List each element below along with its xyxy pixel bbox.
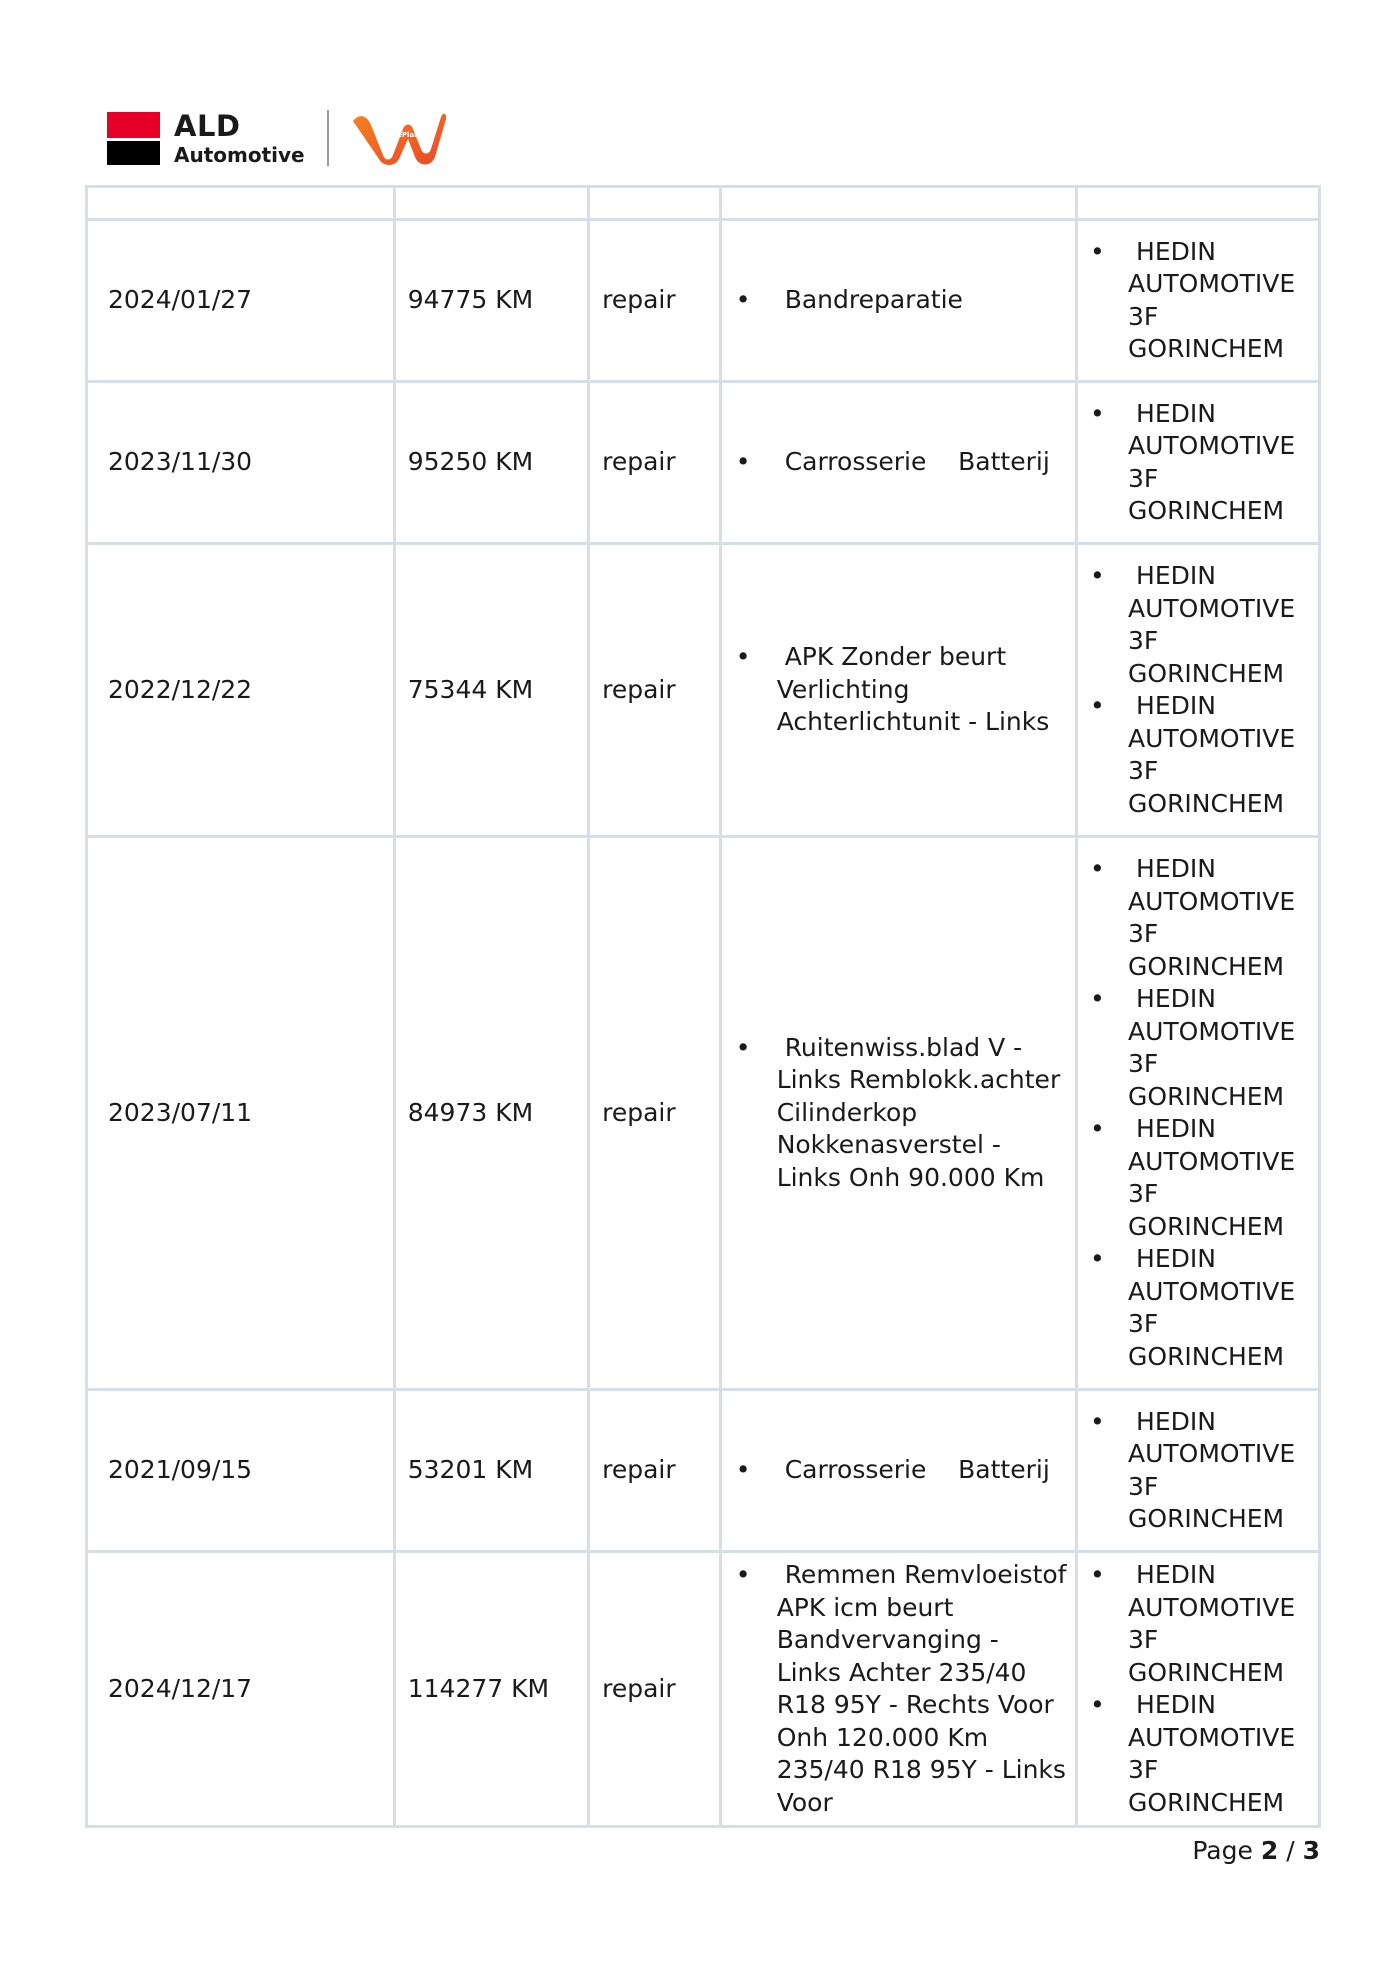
- service-date: 2021/09/15: [87, 1390, 395, 1552]
- bullet-icon: •: [735, 285, 751, 315]
- table-row: [87, 382, 1320, 544]
- workshop-name: HEDIN AUTOMOTIVE 3F GORINCHEM: [1128, 691, 1296, 818]
- workshop-list-item: [1078, 560, 1314, 690]
- document-header: [107, 108, 449, 168]
- table-cell: [1077, 187, 1320, 220]
- workshop-cell: [1077, 837, 1320, 1390]
- service-type: repair: [589, 220, 721, 382]
- workshop-name: HEDIN AUTOMOTIVE 3F GORINCHEM: [1128, 1560, 1296, 1687]
- service-description: APK Zonder beurt Verlichting Achterlichtunit - Links: [776, 642, 1050, 737]
- description-bullet-item: [722, 1559, 1067, 1819]
- description-bullet-item: [722, 446, 1067, 479]
- page-separator: /: [1286, 1836, 1295, 1865]
- workshop-name: HEDIN AUTOMOTIVE 3F GORINCHEM: [1128, 984, 1296, 1111]
- table-row: [87, 837, 1320, 1390]
- service-date: 2024/12/17: [87, 1552, 395, 1827]
- odometer-reading: 53201 KM: [394, 1390, 588, 1552]
- service-description-cell: [720, 837, 1076, 1390]
- workshop-cell: [1077, 382, 1320, 544]
- service-description: Carrosserie Batterij: [784, 447, 1050, 477]
- service-type: repair: [589, 837, 721, 1390]
- page-footer: [1192, 1836, 1320, 1865]
- bullet-icon: •: [735, 447, 751, 477]
- workshop-list-item: [1078, 690, 1314, 820]
- bullet-icon: •: [735, 1560, 751, 1589]
- bullet-icon: •: [1090, 398, 1105, 428]
- service-date: 2024/01/27: [87, 220, 395, 382]
- table-row: [87, 1552, 1320, 1827]
- service-date: 2023/07/11: [87, 837, 395, 1390]
- service-description: Bandreparatie: [784, 285, 963, 315]
- workshop-list-item: [1078, 398, 1314, 528]
- service-description: Carrosserie Batterij: [784, 1455, 1050, 1485]
- table-cell: [394, 187, 588, 220]
- description-bullet-item: [722, 641, 1067, 739]
- table-row-blank: [87, 187, 1320, 220]
- service-description-cell: [720, 220, 1076, 382]
- table-row: [87, 544, 1320, 837]
- workshop-name: HEDIN AUTOMOTIVE 3F GORINCHEM: [1128, 854, 1296, 981]
- bullet-icon: •: [735, 1032, 751, 1062]
- page-total: 3: [1302, 1836, 1320, 1865]
- service-history-table: [85, 185, 1321, 1828]
- service-description-cell: [720, 1552, 1076, 1827]
- service-description-cell: [720, 382, 1076, 544]
- workshop-cell: [1077, 1552, 1320, 1827]
- leaseplan-logo: [349, 107, 449, 169]
- bullet-icon: •: [1090, 1114, 1105, 1143]
- workshop-list-item: [1078, 1406, 1314, 1536]
- bullet-icon: •: [1090, 236, 1105, 266]
- workshop-cell: [1077, 220, 1320, 382]
- table-row: [87, 1390, 1320, 1552]
- workshop-list-item: [1078, 1243, 1314, 1373]
- service-description: Remmen Remvloeistof APK icm beurt Bandvervanging - Links Achter 235/40 R18 95Y - Rechts Voor Onh 120.000 Km 235/40 R18 95Y - Links Voor: [776, 1560, 1067, 1817]
- service-type: repair: [589, 1390, 721, 1552]
- workshop-list-item: [1078, 1559, 1314, 1689]
- bullet-icon: •: [1090, 1560, 1105, 1589]
- workshop-name: HEDIN AUTOMOTIVE 3F GORINCHEM: [1128, 1406, 1296, 1533]
- page-current: 2: [1260, 1836, 1279, 1865]
- workshop-list-item: [1078, 983, 1314, 1113]
- leaseplan-logo-text: LeasePlan: [378, 131, 419, 139]
- service-description-cell: [720, 544, 1076, 837]
- workshop-name: HEDIN AUTOMOTIVE 3F GORINCHEM: [1128, 1244, 1296, 1371]
- workshop-cell: [1077, 544, 1320, 837]
- table-cell: [589, 187, 721, 220]
- workshop-cell: [1077, 1390, 1320, 1552]
- odometer-reading: 94775 KM: [394, 220, 588, 382]
- table-body: [87, 187, 1320, 1827]
- workshop-name: HEDIN AUTOMOTIVE 3F GORINCHEM: [1128, 561, 1296, 688]
- bullet-icon: •: [735, 642, 751, 672]
- description-bullet-item: [722, 1454, 1067, 1487]
- service-date: 2023/11/30: [87, 382, 395, 544]
- table-cell: [720, 187, 1076, 220]
- odometer-reading: 114277 KM: [394, 1552, 588, 1827]
- workshop-name: HEDIN AUTOMOTIVE 3F GORINCHEM: [1128, 1114, 1296, 1241]
- workshop-list-item: [1078, 1113, 1314, 1243]
- ald-brand-subtitle: Automotive: [174, 142, 305, 167]
- service-type: repair: [589, 382, 721, 544]
- table-cell: [87, 187, 395, 220]
- bullet-icon: •: [1090, 984, 1105, 1013]
- bullet-icon: •: [1090, 854, 1105, 883]
- workshop-list-item: [1078, 853, 1314, 983]
- service-type: repair: [589, 544, 721, 837]
- workshop-name: HEDIN AUTOMOTIVE 3F GORINCHEM: [1128, 236, 1296, 363]
- table-row: [87, 220, 1320, 382]
- service-date: 2022/12/22: [87, 544, 395, 837]
- bullet-icon: •: [1090, 1406, 1105, 1436]
- ald-logo-text: [174, 108, 305, 167]
- service-type: repair: [589, 1552, 721, 1827]
- page-label: Page: [1192, 1836, 1253, 1865]
- bullet-icon: •: [735, 1455, 751, 1485]
- ald-brand-title: ALD: [174, 108, 241, 143]
- odometer-reading: 95250 KM: [394, 382, 588, 544]
- workshop-list-item: [1078, 236, 1314, 366]
- bullet-icon: •: [1090, 1690, 1105, 1719]
- odometer-reading: 84973 KM: [394, 837, 588, 1390]
- bullet-icon: •: [1090, 561, 1105, 590]
- description-bullet-item: [722, 1032, 1067, 1195]
- bullet-icon: •: [1090, 691, 1105, 720]
- service-description: Ruitenwiss.blad V - Links Remblokk.achter Cilinderkop Nokkenasverstel - Links Onh 90.000 Km: [776, 1032, 1061, 1192]
- odometer-reading: 75344 KM: [394, 544, 588, 837]
- logo-divider: [327, 110, 329, 166]
- ald-logo-mark: [107, 112, 160, 165]
- bullet-icon: •: [1090, 1244, 1105, 1273]
- workshop-name: HEDIN AUTOMOTIVE 3F GORINCHEM: [1128, 1690, 1296, 1817]
- workshop-name: HEDIN AUTOMOTIVE 3F GORINCHEM: [1128, 398, 1296, 525]
- description-bullet-item: [722, 284, 1067, 317]
- service-description-cell: [720, 1390, 1076, 1552]
- workshop-list-item: [1078, 1689, 1314, 1819]
